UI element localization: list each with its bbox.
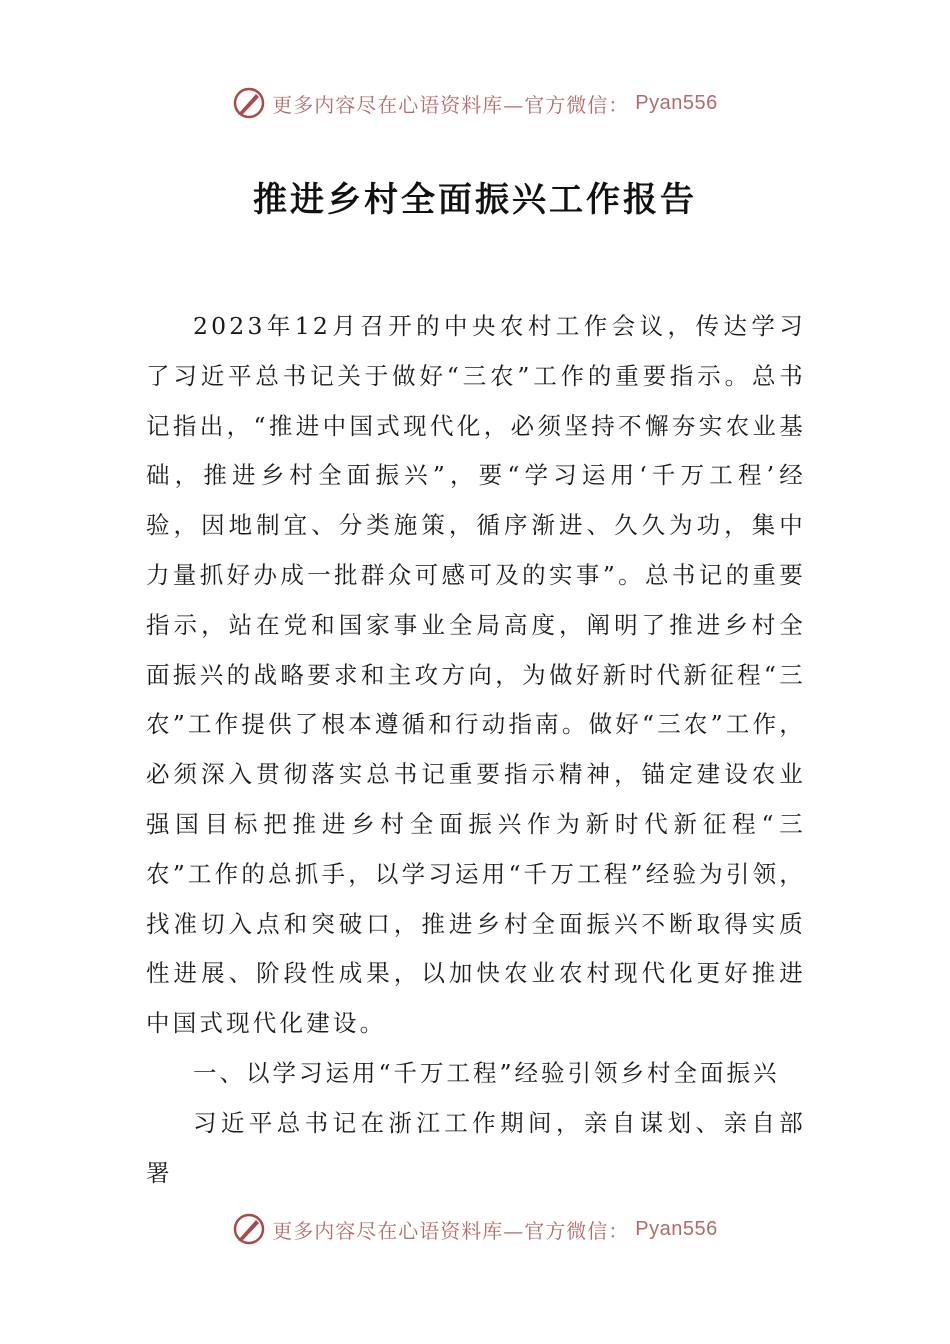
watermark-footer [0, 1212, 950, 1246]
body-paragraph: 2023年12月召开的中央农村工作会议，传达学习了习近平总书记关于做好“三农”工作的重要指示。总书记指出，“推进中国式现代化，必须坚持不懈夯实农业基础，推进乡村全面振兴”，要“学习运用‘千万工程’经验，因地制宜、分类施策，循序渐进、久久为功，集中力量抓好办成一批群众可感可及的实事”。总书记的重要指示，站在党和国家事业全局高度，阐明了推进乡村全面振兴的战略要求和主攻方向，为做好新时代新征程“三农”工作提供了根本遵循和行动指南。做好“三农”工作，必须深入贯彻落实总书记重要指示精神，锚定建设农业强国目标把推进乡村全面振兴作为新时代新征程“三农”工作的总抓手，以学习运用“千万工程”经验为引领，找准切入点和突破口，推进乡村全面振兴不断取得实质性进展、阶段性成果，以加快农业农村现代化更好推进中国式现代化建设。 [146, 312, 806, 1038]
section-paragraph: 习近平总书记在浙江工作期间，亲自谋划、亲自部署 [146, 1108, 806, 1187]
watermark-header [0, 86, 950, 120]
watermark-wechat-id: Pyan556 [635, 1217, 718, 1240]
watermark-wechat-id: Pyan556 [635, 91, 718, 114]
document-body [146, 302, 806, 1198]
watermark-text: 更多内容尽在心语资料库—官方微信： [272, 1218, 630, 1243]
section-heading: 一、以学习运用“千万工程”经验引领乡村全面振兴 [193, 1058, 780, 1087]
document-title: 推进乡村全面振兴工作报告 [253, 180, 697, 220]
watermark-text: 更多内容尽在心语资料库—官方微信： [272, 92, 630, 117]
quill-pen-logo-icon [232, 1212, 266, 1246]
quill-pen-logo-icon [232, 86, 266, 120]
